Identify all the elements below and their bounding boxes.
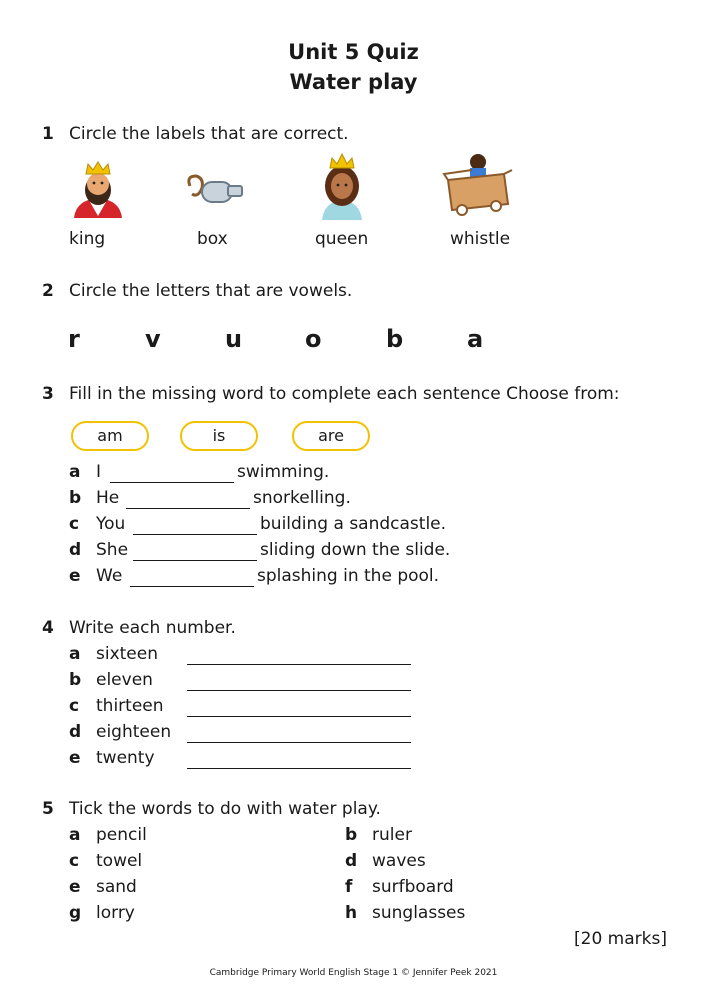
sentence-start: You (96, 514, 126, 534)
question-5-prompt: Tick the words to do with water play. (69, 799, 381, 819)
answer-blank[interactable] (187, 742, 411, 743)
number-word: sixteen (96, 644, 158, 664)
answer-blank[interactable] (187, 716, 411, 717)
sentence-letter: b (69, 488, 82, 508)
tick-word[interactable]: sunglasses (372, 903, 466, 923)
question-2-prompt: Circle the letters that are vowels. (69, 281, 353, 301)
q1-label-3[interactable]: queen (315, 229, 369, 249)
number-word: thirteen (96, 696, 164, 716)
letter-option[interactable]: b (386, 325, 404, 353)
answer-blank[interactable] (133, 534, 257, 535)
question-4-number: 4 (42, 618, 54, 638)
queen-icon (312, 150, 372, 222)
sentence-end: swimming. (237, 462, 330, 482)
question-5-number: 5 (42, 799, 54, 819)
quiz-subtitle: Water play (289, 70, 418, 94)
sentence-letter: c (69, 514, 80, 534)
answer-blank[interactable] (110, 482, 234, 483)
sentence-letter: e (69, 566, 81, 586)
tick-word[interactable]: surfboard (372, 877, 454, 897)
tick-word[interactable]: waves (372, 851, 426, 871)
word-choice-am: am (71, 421, 149, 451)
q1-label-2[interactable]: box (197, 229, 228, 249)
q1-label-4[interactable]: whistle (450, 229, 511, 249)
sentence-letter: a (69, 462, 81, 482)
item-letter: b (345, 825, 358, 845)
item-letter: a (69, 644, 81, 664)
question-3-number: 3 (42, 384, 54, 404)
item-letter: b (69, 670, 82, 690)
item-letter: g (69, 903, 82, 923)
tick-word[interactable]: pencil (96, 825, 147, 845)
question-2-number: 2 (42, 281, 54, 301)
sentence-end: sliding down the slide. (260, 540, 451, 560)
word-choice-are: are (292, 421, 370, 451)
number-word: twenty (96, 748, 155, 768)
letter-option[interactable]: u (225, 325, 243, 353)
sentence-end: splashing in the pool. (257, 566, 440, 586)
question-1-number: 1 (42, 124, 54, 144)
number-word: eleven (96, 670, 153, 690)
tick-word[interactable]: sand (96, 877, 137, 897)
answer-blank[interactable] (130, 586, 254, 587)
question-3-prompt: Fill in the missing word to complete each sentence Choose from: (69, 384, 620, 404)
answer-blank[interactable] (187, 690, 411, 691)
item-letter: c (69, 851, 80, 871)
sentence-start: He (96, 488, 120, 508)
sentence-start: She (96, 540, 129, 560)
sentence-start: I (96, 462, 102, 482)
tick-word[interactable]: lorry (96, 903, 135, 923)
item-letter: f (345, 877, 353, 897)
item-letter: h (345, 903, 358, 923)
quiz-title: Unit 5 Quiz (288, 40, 419, 64)
letter-option[interactable]: o (305, 325, 322, 353)
letter-option[interactable]: a (467, 325, 484, 353)
sentence-end: building a sandcastle. (260, 514, 447, 534)
king-icon (68, 156, 128, 222)
item-letter: c (69, 696, 80, 716)
answer-blank[interactable] (187, 664, 411, 665)
child-in-box-icon (442, 150, 514, 218)
letter-option[interactable]: v (145, 325, 161, 353)
answer-blank[interactable] (133, 560, 257, 561)
question-1-prompt: Circle the labels that are correct. (69, 124, 349, 144)
sentence-end: snorkelling. (253, 488, 351, 508)
number-word: eighteen (96, 722, 172, 742)
total-marks: [20 marks] (574, 929, 667, 949)
word-choice-is: is (180, 421, 258, 451)
sentence-letter: d (69, 540, 82, 560)
sentence-start: We (96, 566, 123, 586)
item-letter: d (345, 851, 358, 871)
answer-blank[interactable] (187, 768, 411, 769)
whistle-icon (184, 172, 246, 212)
item-letter: a (69, 825, 81, 845)
answer-blank[interactable] (126, 508, 250, 509)
tick-word[interactable]: towel (96, 851, 143, 871)
item-letter: e (69, 877, 81, 897)
item-letter: e (69, 748, 81, 768)
item-letter: d (69, 722, 82, 742)
footer-copyright: Cambridge Primary World English Stage 1 © Jennifer Peek 2021 (209, 968, 498, 978)
tick-word[interactable]: ruler (372, 825, 412, 845)
q1-label-1[interactable]: king (69, 229, 106, 249)
question-4-prompt: Write each number. (69, 618, 236, 638)
letter-option[interactable]: r (68, 325, 80, 353)
